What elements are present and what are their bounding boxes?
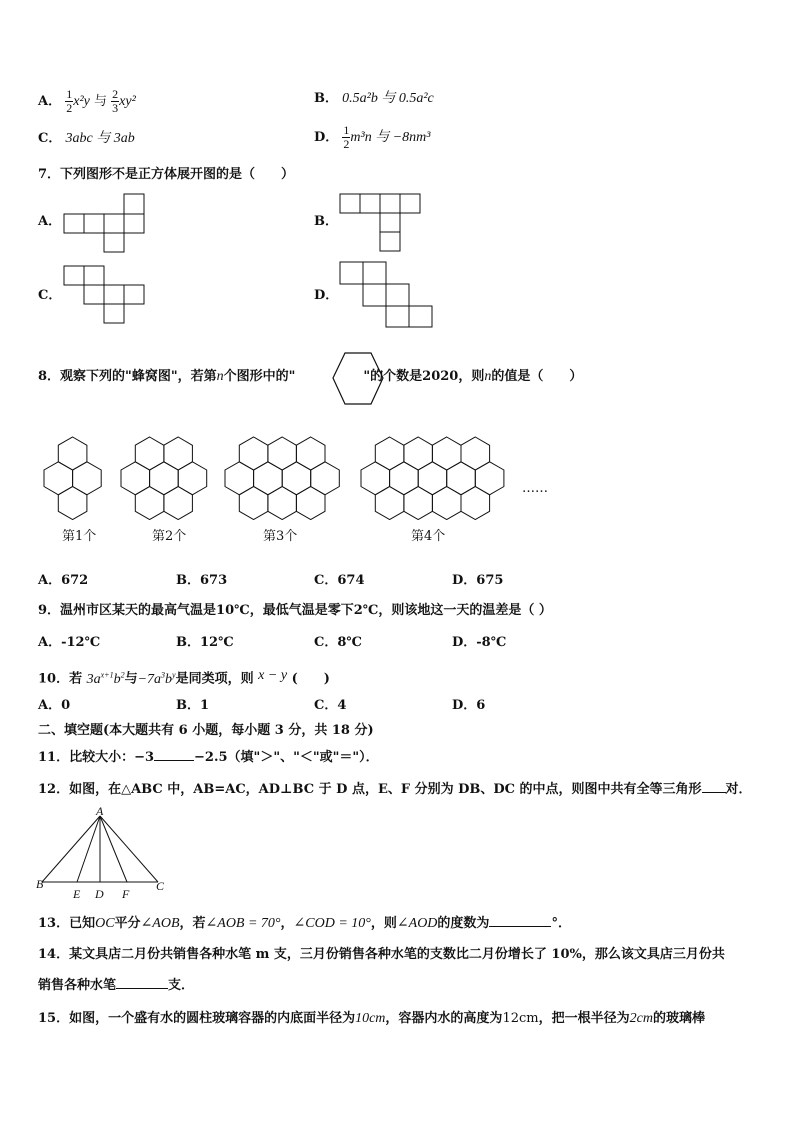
honeycomb-hexagon	[58, 437, 87, 470]
q13-mid4: ，则	[370, 916, 397, 931]
honeycomb-hexagon	[361, 462, 390, 495]
q6-a-label: A．	[38, 94, 62, 109]
q9-option-b: B．12℃	[176, 635, 234, 650]
honeycomb-hexagon	[121, 462, 150, 495]
label-F: F	[122, 887, 130, 901]
q12-stem-pre: 12．如图，在△ABC 中，AB=AC，AD⊥BC 于 D 点，E、F 分别为 DB、DC 的中点，则图中共有全等三角形	[38, 782, 702, 797]
q6-option-b	[314, 90, 434, 108]
q6-a-term-1: x²y	[73, 94, 90, 109]
q10-option-b: B．1	[176, 698, 210, 713]
q6-c-label: C．	[38, 131, 62, 146]
q8-option-d: D．675	[452, 573, 504, 588]
honeycomb-hexagon	[404, 487, 433, 520]
honeycomb-hexagon	[404, 437, 433, 470]
honeycomb-hexagon	[390, 462, 419, 495]
q6-option-a	[38, 88, 136, 115]
q15-r2: 2cm	[629, 1011, 653, 1026]
q6-a-fraction-1: $\frac{1}{2}$	[66, 87, 73, 115]
honeycomb-hexagon	[268, 437, 297, 470]
q15-post: 的玻璃棒	[652, 1011, 705, 1026]
q6-option-c	[38, 130, 135, 148]
q9-stem: 9．温州市区某天的最高气温是10℃，最低气温是零下2℃，则该地这一天的温差是（ ）	[38, 603, 552, 618]
q13-stem	[38, 914, 571, 933]
honeycomb-hexagon	[461, 487, 490, 520]
q8-hexagon-icon	[330, 350, 386, 412]
honeycomb-hexagon	[296, 487, 325, 520]
q13-pre: 13．已知	[38, 916, 96, 931]
q13-cond2: ∠COD = 10°	[293, 916, 371, 931]
honeycomb-hexagon	[150, 462, 179, 495]
honeycomb-hexagon	[164, 487, 193, 520]
q13-cond1: ∠AOB = 70°	[205, 916, 281, 931]
honeycomb-hexagon	[418, 462, 447, 495]
q10-option-d: D．6	[452, 698, 486, 713]
q10-term1-b: b	[113, 671, 121, 687]
honeycomb-hexagon	[239, 487, 268, 520]
q13-mid1: 平分	[114, 916, 141, 931]
q13-aob: ∠AOB	[140, 916, 180, 931]
q12-stem-post: 对．	[725, 782, 752, 797]
q6-a-term-2: xy²	[119, 94, 136, 109]
q8-n-var: n	[216, 369, 224, 384]
q15-mid1: ，容器内水的高度为	[385, 1011, 503, 1026]
label-D: D	[95, 887, 104, 901]
q10-with: 与	[124, 671, 138, 687]
q8-ellipsis: ……	[522, 481, 548, 496]
label-A: A	[96, 804, 104, 818]
q13-oc: OC	[95, 916, 115, 931]
q15-h: 12cm	[502, 1011, 539, 1026]
q6-b-label: B．	[314, 91, 338, 106]
honeycomb-hexagon	[375, 437, 404, 470]
honeycomb-hexagon	[475, 462, 504, 495]
honeycomb-hexagon	[178, 462, 207, 495]
q15-mid2: ，把一根半径为	[538, 1011, 630, 1026]
q8-fig-label-3: 第3个	[263, 529, 298, 544]
q11-stem	[38, 748, 379, 767]
q8-stem-pre: 8．观察下列的"蜂窝图"，若第	[38, 369, 217, 384]
honeycomb-hexagon	[375, 487, 404, 520]
q10-term2-b-exp: y	[172, 670, 176, 679]
q10-stem	[38, 666, 330, 689]
q7-net-c	[60, 262, 160, 332]
q10-option-c: C．4	[314, 698, 347, 713]
q10-term1-exp: x+1	[100, 670, 114, 679]
q8-stem	[38, 368, 582, 386]
q10-term-2	[138, 672, 176, 687]
q8-fig-label-4: 第4个	[411, 529, 446, 544]
q11-post: −2.5（填"＞"、"＜"或"＝"）．	[194, 750, 379, 765]
q10-term1-b-exp: 2	[120, 670, 125, 679]
q15-pre: 15．如图，一个盛有水的圆柱玻璃容器的内底面半径为	[38, 1011, 356, 1026]
honeycomb-hexagon	[164, 437, 193, 470]
q7-option-d: D．	[314, 288, 339, 303]
honeycomb-hexagon	[254, 462, 283, 495]
q13-mid3: ，	[280, 916, 294, 931]
q8-fig-label-1: 第1个	[62, 529, 97, 544]
q10-term2-base: −7a	[137, 671, 162, 687]
honeycomb-hexagon	[296, 437, 325, 470]
q11-pre: 11．比较大小：−3	[38, 750, 155, 765]
q6-d-label: D．	[314, 130, 339, 145]
honeycomb-hexagon	[432, 487, 461, 520]
q6-a-fraction-2: $\frac{2}{3}$	[112, 87, 119, 115]
q7-net-b	[336, 190, 436, 260]
q7-net-d	[336, 258, 446, 333]
q8-option-c: C．674	[314, 573, 365, 588]
q6-b-text: 0.5a²b 与 0.5a²c	[342, 91, 434, 106]
q8-option-b: B．673	[176, 573, 228, 588]
honeycomb-hexagon	[282, 462, 311, 495]
q13-mid5: 的度数为	[437, 916, 490, 931]
q6-option-d	[314, 124, 430, 151]
section-2-heading: 二、填空题(本大题共有 6 小题，每小题 3 分，共 18 分)	[38, 723, 374, 738]
honeycomb-hexagon	[58, 487, 87, 520]
q10-stem-end: ( )	[291, 671, 330, 687]
q13-aod: ∠AOD	[396, 916, 438, 931]
q7-stem: 7．下列图形不是正方体展开图的是（ ）	[38, 167, 295, 182]
q13-post: °．	[551, 916, 571, 931]
honeycomb-hexagon	[311, 462, 340, 495]
label-E: E	[73, 887, 81, 901]
honeycomb-hexagon	[268, 487, 297, 520]
q8-n-var-2: n	[484, 369, 492, 384]
honeycomb-hexagon	[461, 437, 490, 470]
q11-answer-blank[interactable]	[154, 748, 194, 761]
q6-c-text: 3abc 与 3ab	[65, 131, 135, 146]
q10-term1-base: 3a	[86, 671, 101, 687]
q8-fig-label-2: 第2个	[152, 529, 187, 544]
honeycomb-hexagon	[135, 487, 164, 520]
q10-term2-exp: 3	[161, 670, 166, 679]
q7-option-c: C．	[38, 288, 62, 303]
q13-mid2: ，若	[179, 916, 206, 931]
q13-answer-blank[interactable]	[489, 914, 551, 927]
honeycomb-hexagon	[432, 437, 461, 470]
honeycomb-hexagon	[447, 462, 476, 495]
q14-line-1: 14．某文具店二月份共销售各种水笔 m 支，三月份销售各种水笔的支数比二月份增长了 10%，那么该文具店三月份共	[38, 947, 725, 962]
q12-answer-blank[interactable]	[702, 780, 726, 793]
q8-stem-end: 的值是（ ）	[491, 369, 583, 384]
q14-line-2	[38, 976, 194, 995]
q15-stem	[38, 1010, 705, 1028]
q8-option-a: A．672	[38, 573, 89, 588]
q9-option-a: A．-12℃	[38, 635, 101, 650]
q10-stem-mid: 是同类项，则	[175, 671, 254, 687]
honeycomb-hexagon	[239, 437, 268, 470]
q10-term-1	[87, 672, 125, 687]
q10-expr: x − y	[258, 667, 288, 683]
q6-d-term: m³n 与 −8nm³	[350, 130, 431, 145]
q10-option-a: A．0	[38, 698, 71, 713]
q7-option-b: B．	[314, 214, 338, 229]
q15-r1: 10cm	[355, 1011, 386, 1026]
q8-stem-post: "的个数是2020，则	[363, 369, 485, 384]
q6-d-fraction: $\frac{1}{2}$	[343, 123, 350, 151]
q10-stem-pre: 10．若	[38, 671, 83, 687]
q10-term2-b: b	[165, 671, 173, 687]
q7-option-a: A．	[38, 214, 62, 229]
q7-net-a	[60, 190, 160, 260]
honeycomb-hexagon	[44, 462, 73, 495]
honeycomb-hexagon	[225, 462, 254, 495]
q8-stem-mid: 个图形中的"	[223, 369, 296, 384]
label-C: C	[156, 879, 165, 893]
q8-honeycomb-figures	[38, 435, 558, 535]
q9-option-d: D．-8℃	[452, 635, 507, 650]
honeycomb-hexagon	[73, 462, 102, 495]
honeycomb-hexagon	[135, 437, 164, 470]
q12-triangle-figure	[36, 804, 176, 901]
q12-stem	[38, 780, 752, 799]
q14-answer-blank[interactable]	[116, 976, 168, 989]
q14-line2-pre: 销售各种水笔	[38, 978, 117, 993]
q6-a-with: 与	[94, 94, 108, 109]
q14-line2-post: 支．	[168, 978, 195, 993]
label-B: B	[36, 877, 44, 891]
q9-option-c: C．8℃	[314, 635, 362, 650]
